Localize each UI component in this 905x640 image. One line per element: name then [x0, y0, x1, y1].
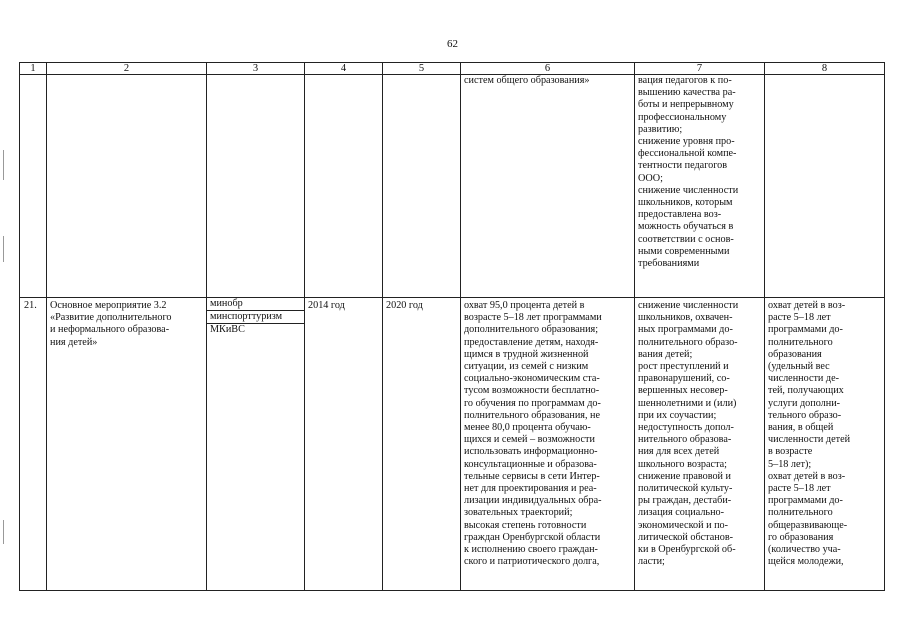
responsible-executor: минспорттуризм [207, 311, 304, 324]
cell-line: тей, получающих [768, 385, 844, 397]
column-number: 4 [305, 63, 383, 75]
cell-line: расте 5–18 лет [768, 483, 831, 495]
cell-line: «Развитие дополнительного [50, 312, 172, 324]
cell-line: соответствии с основ- [638, 233, 734, 245]
cell-line: систем общего образования» [464, 75, 590, 86]
cell-line: Основное мероприятие 3.2 [50, 300, 167, 311]
cell-line: социально-экономическим ста- [464, 373, 600, 385]
cell-line: политической культу- [638, 483, 733, 495]
cell-line: охват детей в воз- [768, 470, 846, 482]
cell-line: вания детей; [638, 348, 693, 360]
cell-line: снижение правовой и [638, 470, 732, 482]
cell-line: (количество уча- [768, 544, 841, 556]
cell-line: школьников, которым [638, 197, 733, 209]
cell-line: предоставлена воз- [638, 209, 722, 221]
empty-cell [765, 75, 885, 298]
cell-line: тельные сервисы в сети Интер- [464, 470, 600, 482]
cell-line: го образования [768, 531, 834, 543]
column-number: 2 [47, 63, 207, 75]
scan-edge-mark [3, 236, 4, 262]
continuation-row [20, 75, 885, 298]
responsible-executor: МКиВС [210, 324, 245, 335]
cell-line: школьников, охвачен- [638, 312, 733, 324]
scan-edge-mark [3, 520, 4, 544]
cell-line: в возрасте [768, 446, 813, 458]
cell-line: снижение уровня про- [638, 136, 735, 148]
cell-line: ных программами до- [638, 324, 733, 336]
cell-line: шеннолетними и (или) [638, 397, 737, 409]
cell-line: нет для проектирования и реа- [464, 483, 597, 495]
cell-line: требованиями [638, 258, 700, 270]
responsible-executors-cell [207, 298, 305, 591]
measures-table [19, 62, 885, 591]
cell-line: полнительного образо- [638, 336, 738, 348]
page-number: 62 [447, 38, 458, 50]
cell-line: вышению качества ра- [638, 87, 736, 99]
empty-cell [305, 75, 383, 298]
cell-line: предоставление детям, находя- [464, 336, 599, 348]
cell-line: полнительного образования, не [464, 409, 601, 421]
column-number: 8 [765, 63, 885, 75]
cell-line: к исполнению своего граждан- [464, 544, 598, 556]
cell-line: снижение численности [638, 184, 739, 196]
cell-line: ры граждан, дестаби- [638, 495, 732, 507]
end-year-cell: 2020 год [383, 298, 461, 591]
cell-line: тельного образо- [768, 409, 842, 421]
column-number: 3 [207, 63, 305, 75]
cell-line: ными современными [638, 245, 730, 257]
cell-line: программами до- [768, 495, 843, 507]
expected-results-cell [461, 75, 635, 298]
column-number: 7 [635, 63, 765, 75]
empty-cell [47, 75, 207, 298]
cell-line: возрасте 5–18 лет программами [464, 312, 602, 324]
cell-line: охват детей в воз- [768, 300, 846, 311]
column-number: 5 [383, 63, 461, 75]
cell-line: щимся в трудной жизненной [464, 348, 589, 360]
cell-line: услуги дополни- [768, 397, 841, 409]
indicators-cell [765, 298, 885, 591]
cell-line: численности де- [768, 373, 840, 385]
row-number: 21. [20, 298, 47, 591]
cell-line: высокая степень готовности [464, 519, 587, 531]
cell-line: боты и непрерывному [638, 99, 734, 111]
empty-cell [207, 75, 305, 298]
cell-line: щихся и семей – возможности [464, 434, 595, 446]
cell-line: литической обстанов- [638, 531, 734, 543]
cell-line: консультационные и образова- [464, 458, 597, 470]
consequences-cell [635, 75, 765, 298]
cell-line: программами до- [768, 324, 843, 336]
cell-line: снижение численности [638, 300, 739, 311]
cell-line: вершенных несовер- [638, 385, 728, 397]
cell-line: использовать информационно- [464, 446, 598, 458]
cell-line: лизации индивидуальных обра- [464, 495, 602, 507]
cell-line: ния для всех детей [638, 446, 720, 458]
cell-line: 5–18 лет); [768, 458, 812, 470]
cell-line: полнительного [768, 336, 833, 348]
cell-line: образования [768, 348, 822, 360]
cell-line: дополнительного образования; [464, 324, 599, 336]
cell-line: расте 5–18 лет [768, 312, 831, 324]
column-number: 1 [20, 63, 47, 75]
cell-line: тусом возможности бесплатно- [464, 385, 600, 397]
cell-line: ского и патриотического долга, [464, 556, 600, 568]
scan-edge-mark [3, 150, 4, 180]
cell-line: и неформального образова- [50, 324, 170, 336]
cell-line: правонарушений, со- [638, 373, 730, 385]
cell-line: ния детей» [50, 336, 98, 348]
cell-line: численности детей [768, 434, 851, 446]
cell-line: профессиональному [638, 111, 727, 123]
cell-line: ООО; [638, 172, 663, 184]
cell-line: фессиональной компе- [638, 148, 737, 160]
consequences-cell [635, 298, 765, 591]
start-year-cell: 2014 год [305, 298, 383, 591]
cell-line: школьного возраста; [638, 458, 728, 470]
cell-line: нительного образова- [638, 434, 732, 446]
cell-line: вация педагогов к по- [638, 75, 732, 86]
cell-line: зовательных траекторий; [464, 507, 573, 519]
cell-line: граждан Оренбургской области [464, 531, 601, 543]
cell-line: менее 80,0 процента обучаю- [464, 422, 591, 434]
empty-cell [20, 75, 47, 298]
cell-line: вания, в общей [768, 422, 834, 434]
cell-line: го обучения по программам до- [464, 397, 601, 409]
expected-results-cell [461, 298, 635, 591]
cell-line: развитию; [638, 123, 683, 135]
cell-line: общеразвивающе- [768, 519, 848, 531]
empty-cell [383, 75, 461, 298]
cell-line: (удельный вес [768, 361, 830, 373]
cell-line: лизация социально- [638, 507, 725, 519]
cell-line: ки в Оренбургской об- [638, 544, 736, 556]
cell-line: тентности педагогов [638, 160, 728, 172]
column-number: 6 [461, 63, 635, 75]
cell-line: ситуации, из семей с низким [464, 361, 589, 373]
cell-line: щейся молодежи, [768, 556, 844, 568]
responsible-executor: минобр [207, 298, 304, 311]
cell-line: охват 95,0 процента детей в [464, 300, 585, 311]
table-row-21 [20, 298, 885, 591]
cell-line: экономической и по- [638, 519, 729, 531]
cell-line: недоступность допол- [638, 422, 734, 434]
cell-line: при их соучастии; [638, 409, 717, 421]
measure-name-cell [47, 298, 207, 591]
column-number-row [20, 63, 885, 75]
cell-line: рост преступлений и [638, 361, 729, 373]
cell-line: можность обучаться в [638, 221, 734, 233]
cell-line: полнительного [768, 507, 833, 519]
cell-line: ласти; [638, 556, 665, 568]
